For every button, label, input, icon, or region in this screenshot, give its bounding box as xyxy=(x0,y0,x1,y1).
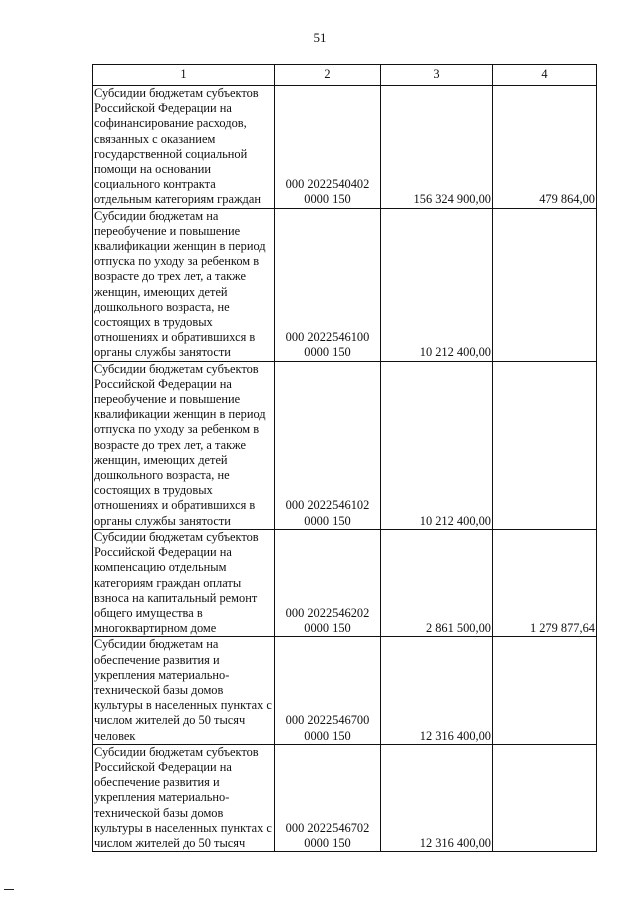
table-row xyxy=(93,529,597,636)
row-name: Субсидии бюджетам на обеспечение развития и укрепления материально-технической базы домов культуры в населенных пунктах с числом жителей до 50 тысяч человек xyxy=(93,637,275,744)
row-code: 000 2022546102 0000 150 xyxy=(275,361,381,529)
budget-table xyxy=(92,64,597,852)
row-amount-col4 xyxy=(493,361,597,529)
header-col-3: 3 xyxy=(381,65,493,86)
table-header xyxy=(93,65,597,86)
row-amount-col3: 10 212 400,00 xyxy=(381,208,493,361)
row-name: Субсидии бюджетам субъектов Российской Федерации на обеспечение развития и укрепления материально-технической базы домов культуры в населенных пунктах с числом жителей до 50 тысяч xyxy=(93,744,275,851)
row-amount-col4: 1 279 877,64 xyxy=(493,529,597,636)
row-amount-col4 xyxy=(493,637,597,744)
table-row xyxy=(93,361,597,529)
header-col-1: 1 xyxy=(93,65,275,86)
table-row xyxy=(93,637,597,744)
row-amount-col3: 10 212 400,00 xyxy=(381,361,493,529)
table-body xyxy=(93,86,597,852)
page-number: 51 xyxy=(313,30,327,45)
header-col-2: 2 xyxy=(275,65,381,86)
row-amount-col4 xyxy=(493,744,597,851)
row-name: Субсидии бюджетам субъектов Российской Федерации на переобучение и повышение квалификации женщин в период отпуска по уходу за ребенком в возрасте до трех лет, а также женщин, имеющих детей дошкольного возраста, не состоящих в трудовых отношениях и обратившихся в органы службы занятости xyxy=(93,361,275,529)
row-amount-col3: 12 316 400,00 xyxy=(381,744,493,851)
row-code: 000 2022546700 0000 150 xyxy=(275,637,381,744)
row-code: 000 2022546702 0000 150 xyxy=(275,744,381,851)
row-amount-col3: 12 316 400,00 xyxy=(381,637,493,744)
row-name: Субсидии бюджетам субъектов Российской Федерации на компенсацию отдельным категориям граждан оплаты взноса на капитальный ремонт общего имущества в многоквартирном доме xyxy=(93,529,275,636)
table-row xyxy=(93,86,597,209)
row-amount-col4: 479 864,00 xyxy=(493,86,597,209)
row-code: 000 2022546100 0000 150 xyxy=(275,208,381,361)
page-edge-mark xyxy=(4,889,14,890)
header-row xyxy=(93,65,597,86)
row-code: 000 2022546202 0000 150 xyxy=(275,529,381,636)
row-code: 000 2022540402 0000 150 xyxy=(275,86,381,209)
row-amount-col4 xyxy=(493,208,597,361)
row-amount-col3: 156 324 900,00 xyxy=(381,86,493,209)
row-name: Субсидии бюджетам на переобучение и повышение квалификации женщин в период отпуска по уходу за ребенком в возрасте до трех лет, а также женщин, имеющих детей дошкольного возраста, не состоящих в трудовых отношениях и обратившихся в органы службы занятости xyxy=(93,208,275,361)
table-row xyxy=(93,744,597,851)
table-row xyxy=(93,208,597,361)
row-name: Субсидии бюджетам субъектов Российской Федерации на софинансирование расходов, связанных с оказанием государственной социальной помощи на основании социального контракта отдельным категориям граждан xyxy=(93,86,275,209)
header-col-4: 4 xyxy=(493,65,597,86)
row-amount-col3: 2 861 500,00 xyxy=(381,529,493,636)
